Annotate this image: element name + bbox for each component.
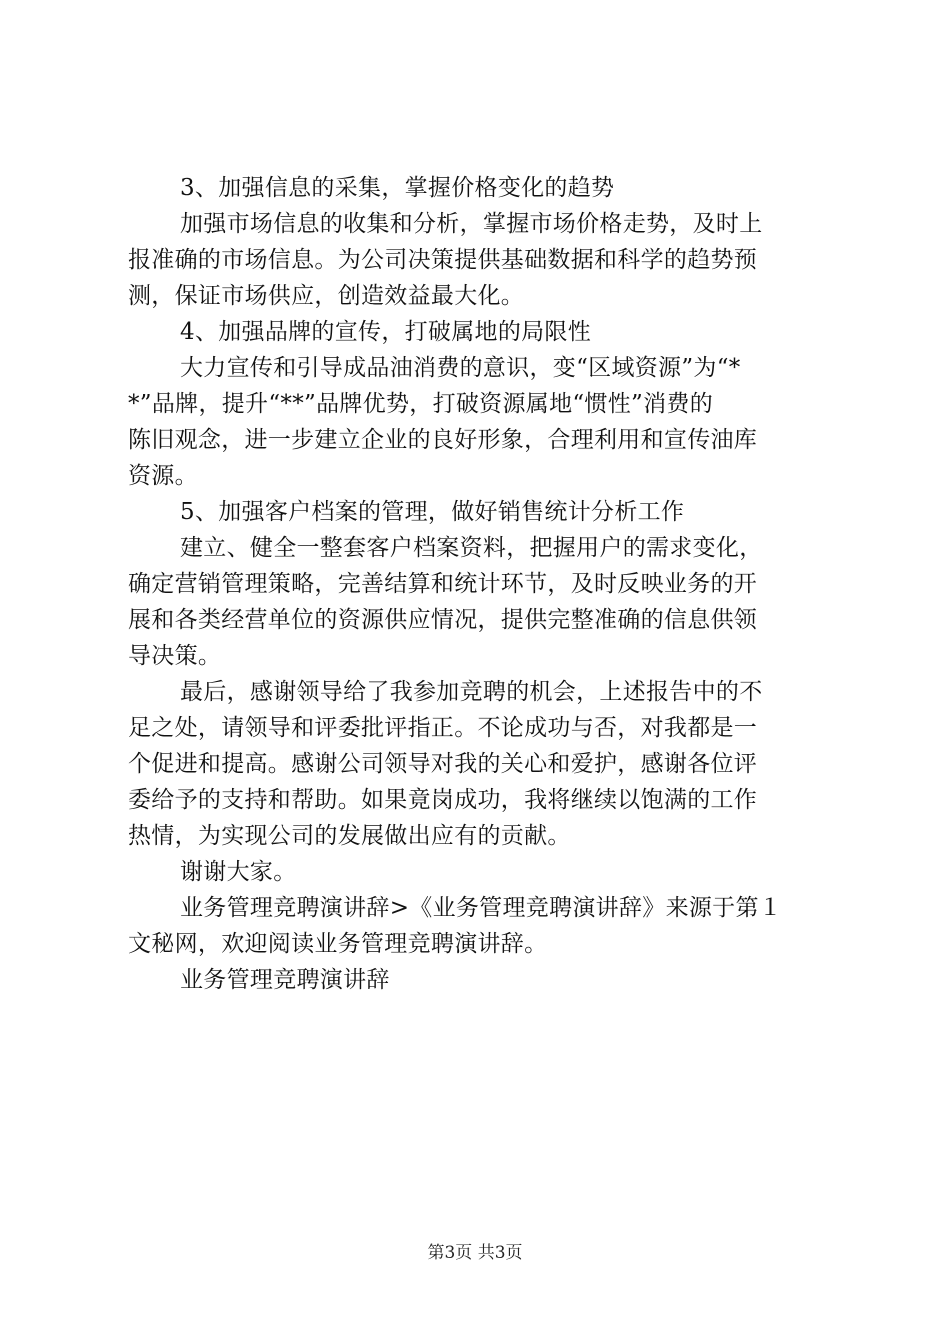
paragraph-line: 个促进和提高。感谢公司领导对我的关心和爱护，感谢各位评	[128, 751, 758, 777]
heading-item-5: 5、加强客户档案的管理，做好销售统计分析工作	[180, 499, 685, 525]
paragraph-line: 确定营销管理策略，完善结算和统计环节，及时反映业务的开	[128, 571, 758, 597]
source-note-line: 文秘网，欢迎阅读业务管理竞聘演讲辞。	[128, 931, 548, 957]
paragraph-line: 报准确的市场信息。为公司决策提供基础数据和科学的趋势预	[128, 247, 758, 273]
page-number-footer: 第3页 共3页	[427, 1243, 523, 1263]
document-body	[128, 170, 840, 998]
paragraph-line: 最后，感谢领导给了我参加竞聘的机会，上述报告中的不	[180, 679, 763, 705]
closing-line: 谢谢大家。	[180, 859, 297, 885]
paragraph-line: 建立、健全一整套客户档案资料，把握用户的需求变化，	[180, 535, 763, 561]
paragraph-line: 加强市场信息的收集和分析，掌握市场价格走势，及时上	[180, 211, 763, 237]
paragraph-line: 导决策。	[128, 643, 222, 669]
paragraph-line: *”品牌，提升“**”品牌优势，打破资源属地“惯性”消费的	[128, 391, 713, 417]
paragraph-line: 热情，为实现公司的发展做出应有的贡献。	[128, 823, 571, 849]
heading-item-3: 3、加强信息的采集，掌握价格变化的趋势	[180, 175, 615, 201]
document-title-line: 业务管理竞聘演讲辞	[180, 967, 390, 993]
source-note-line: 业务管理竞聘演讲辞>《业务管理竞聘演讲辞》来源于第１	[180, 895, 783, 921]
paragraph-line: 大力宣传和引导成品油消费的意识，变“区域资源”为“*	[180, 355, 741, 381]
paragraph-line: 展和各类经营单位的资源供应情况，提供完整准确的信息供领	[128, 607, 758, 633]
heading-item-4: 4、加强品牌的宣传，打破属地的局限性	[180, 319, 592, 345]
paragraph-line: 陈旧观念，进一步建立企业的良好形象，合理利用和宣传油库	[128, 427, 758, 453]
paragraph-line: 委给予的支持和帮助。如果竟岗成功，我将继续以饱满的工作	[128, 787, 758, 813]
paragraph-line: 测，保证市场供应，创造效益最大化。	[128, 283, 525, 309]
paragraph-line: 资源。	[128, 463, 198, 489]
paragraph-line: 足之处，请领导和评委批评指正。不论成功与否，对我都是一	[128, 715, 758, 741]
